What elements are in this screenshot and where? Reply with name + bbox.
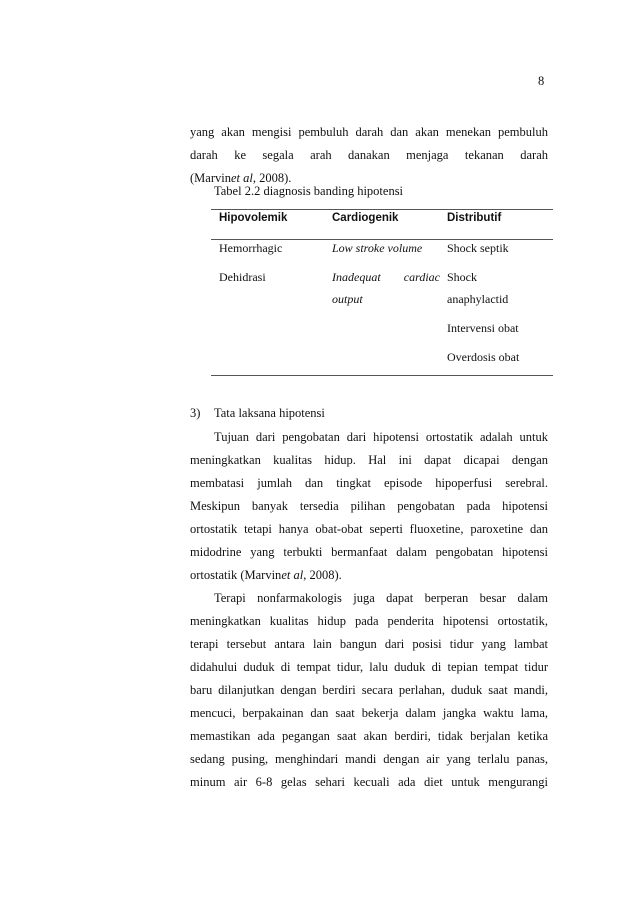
table-cell: Shock [447, 270, 477, 284]
text-line: darah ke segala arah danakan menjaga tekanan darah [190, 148, 548, 162]
text-line: mencuci, berpakainan dan saat bekerja dalam jangka waktu lama, [190, 706, 548, 720]
text-line: sedang pusing, menghindari mandi dengan air yang terlalu panas, [190, 752, 548, 766]
text-line: minum air 6-8 gelas sehari kecuali ada diet untuk mengurangi [190, 775, 548, 789]
citation-year: , 2008). [303, 568, 342, 582]
citation-etal: et al [230, 171, 253, 185]
section-title: Tata laksana hipotensi [214, 406, 325, 420]
text-line: memastikan ada pegangan saat akan berdiri, tidak berjalan ketika [190, 729, 548, 743]
text-line: meningkatkan kualitas hidup pada penderita hipotensi ortostatik, [190, 614, 548, 628]
text-line: baru dilanjutkan dengan berdiri secara perlahan, duduk saat mandi, [190, 683, 548, 697]
differential-diagnosis-table [211, 203, 553, 377]
citation-year: , 2008). [252, 171, 292, 185]
text-line: yang akan mengisi pembuluh darah dan akan menekan pembuluh [190, 125, 548, 139]
table-bottom-rule [211, 375, 553, 376]
table-header: Distributif [447, 212, 502, 224]
page-number: 8 [538, 74, 545, 88]
section-number: 3) [190, 406, 201, 420]
text-line: meningkatkan kualitas hidup. Hal ini dapat dicapai dengan [190, 453, 548, 467]
text-line: ortostatik tetapi hanya obat-obat seperti fluoxetine, paroxetine dan [190, 522, 548, 536]
table-cell: Low stroke volume [332, 241, 423, 255]
table-cell: Intervensi obat [447, 321, 519, 335]
citation-etal: et al [281, 568, 304, 582]
table-cell: Hemorrhagic [219, 241, 283, 255]
text-line: Tujuan dari pengobatan dari hipotensi ortostatik adalah untuk [214, 430, 548, 444]
table-header: Cardiogenik [332, 212, 399, 224]
citation-author: ortostatik (Marvin [190, 568, 282, 582]
table-cell: Inadequat cardiac [332, 270, 440, 284]
text-line [190, 567, 548, 583]
table-header: Hipovolemik [219, 212, 288, 224]
table-cell: Overdosis obat [447, 350, 520, 364]
text-line: Meskipun banyak tersedia pilihan pengobatan pada hipotensi [190, 499, 548, 513]
table-caption: Tabel 2.2 diagnosis banding hipotensi [214, 184, 404, 198]
text-line: midodrine yang terbukti bermanfaat dalam pengobatan hipotensi [190, 545, 548, 559]
text-line: terapi tersebut antara lain bangun dari posisi tidur yang lambat [190, 637, 548, 651]
text-line: didahului duduk di tempat tidur, lalu duduk di tepian tempat tidur [190, 660, 548, 674]
citation-author: (Marvin [190, 171, 231, 185]
table-cell: Dehidrasi [219, 270, 266, 284]
text-line: membatasi jumlah dan tingkat episode hipoperfusi serebral. [190, 476, 548, 490]
text-line: Terapi nonfarmakologis juga dapat berperan besar dalam [214, 591, 548, 605]
table-cell: anaphylactid [447, 292, 509, 306]
table-cell: Shock septik [447, 241, 509, 255]
table-cell: output [332, 292, 363, 306]
